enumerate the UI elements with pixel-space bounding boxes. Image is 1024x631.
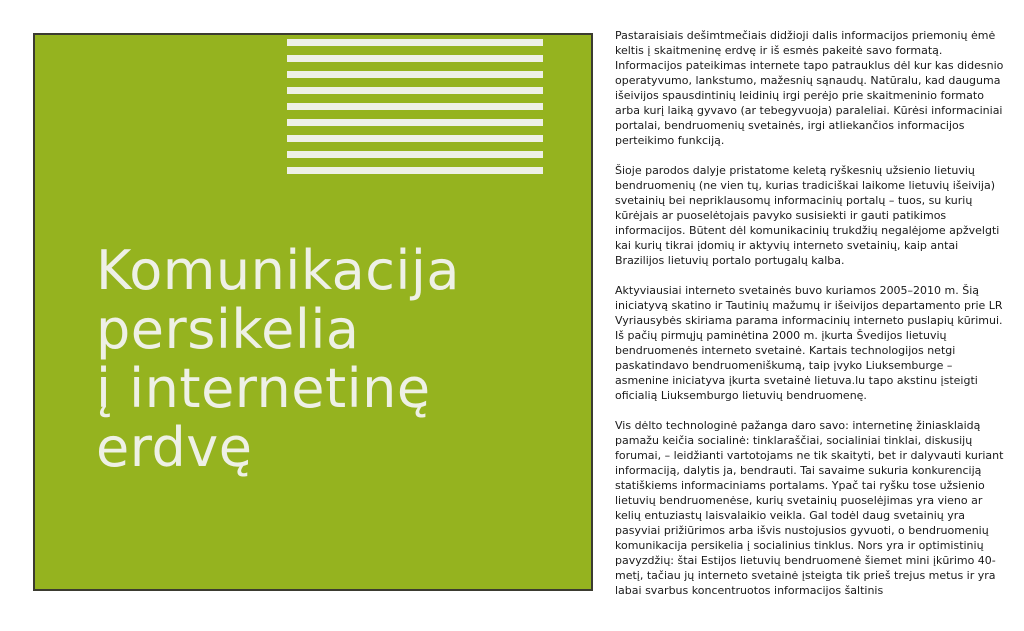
stripe <box>287 119 543 126</box>
stripe <box>287 55 543 62</box>
article-paragraph: Pastaraisiais dešimtmečiais didžioji dalis informacijos priemonių ėmė keltis į skaitmeninę erdvę ir iš esmės pakeitė savo formatą. Informacijos pateikimas internete tapo patrauklus dėl kur kas didesnio operatyvumo, lankstumo, mažesnių sąnaudų. Natūralu, kad dauguma išeivijos spausdintinių leidinių irgi perėjo prie skaitmeninio formato arba kurį laiką gyvavo (ar tebegyvuoja) paraleliai. Kūrėsi informaciniai portalai, bendruomenių svetainės, irgi atliekančios informacijos perteikimo funkciją. <box>615 29 1004 147</box>
stripe <box>287 135 543 142</box>
title-line: erdvę <box>96 416 253 479</box>
page-title <box>96 241 460 477</box>
title-line: Komunikacija <box>96 239 461 302</box>
title-line: į internetinę <box>96 357 431 420</box>
stripe <box>287 167 543 174</box>
title-panel <box>33 33 593 591</box>
stripe <box>287 39 543 46</box>
stripe <box>287 103 543 110</box>
stripe <box>287 87 543 94</box>
article-body <box>615 28 1005 613</box>
stripe <box>287 71 543 78</box>
stripe <box>287 151 543 158</box>
article-paragraph: Šioje parodos dalyje pristatome keletą ryškesnių užsienio lietuvių bendruomenių (ne vien tų, kurias tradiciškai laikome lietuvių išeivija) svetainių bei nepriklausomų informacinių portalų – tuos, su kurių kūrėjais ar puoselėtojais pavyko susisiekti ir gauti patikimos informacijos. Būtent dėl komunikacinių trukdžių negalėjome apžvelgti kai kurių tikrai įdomių ir aktyvių interneto svetainių, kaip antai Brazilijos lietuvių portalo portugalų kalba. <box>615 164 1000 267</box>
article-paragraph: Vis dėlto technologinė pažanga daro savo: internetinę žiniasklaidą pamažu keičia socialinė: tinklaraščiai, socialiniai tinklai, diskusijų forumai, – leidžianti vartotojams ne tik skaityti, bet ir dalyvauti kuriant informaciją, dalytis ja, bendrauti. Tai savaime sukuria konkurenciją statiškiems informaciniams portalams. Ypač tai ryšku tose užsienio lietuvių bendruomenėse, kurių svetainių puoselėjimas yra vieno ar kelių entuziastų laisvalaikio veikla. Gal todėl daug svetainių yra pasyviai prižiūrimos arba išvis nustojusios gyvuoti, o bendruomenių komunikacija persikelia į socialinius tinklus. Nors yra ir optimistinių pavyzdžių: štai Estijos lietuvių bendruomenė šiemet mini įkūrimo 40-metį, tačiau jų interneto svetainė įsteigta tik prieš trejus metus ir yra labai svarbus koncentruotos informacijos šaltinis <box>615 419 1004 597</box>
article-paragraph: Aktyviausiai interneto svetainės buvo kuriamos 2005–2010 m. Šią iniciatyvą skatino ir Tautinių mažumų ir išeivijos departamento prie LR Vyriausybės skiriama parama informacinių interneto puslapių kūrimui. Iš pačių pirmųjų paminėtina 2000 m. įkurta Švedijos lietuvių bendruomenės interneto svetainė. Kartais technologijos netgi paskatindavo bendruomeniškumą, taip įvyko Liuksemburge – asmenine iniciatyva įkurta svetainė lietuva.lu tapo akstinu įsteigti oficialią Liuksemburgo lietuvių bendruomenę. <box>615 284 1003 402</box>
title-line: persikelia <box>96 298 360 361</box>
striped-decoration <box>287 39 543 187</box>
